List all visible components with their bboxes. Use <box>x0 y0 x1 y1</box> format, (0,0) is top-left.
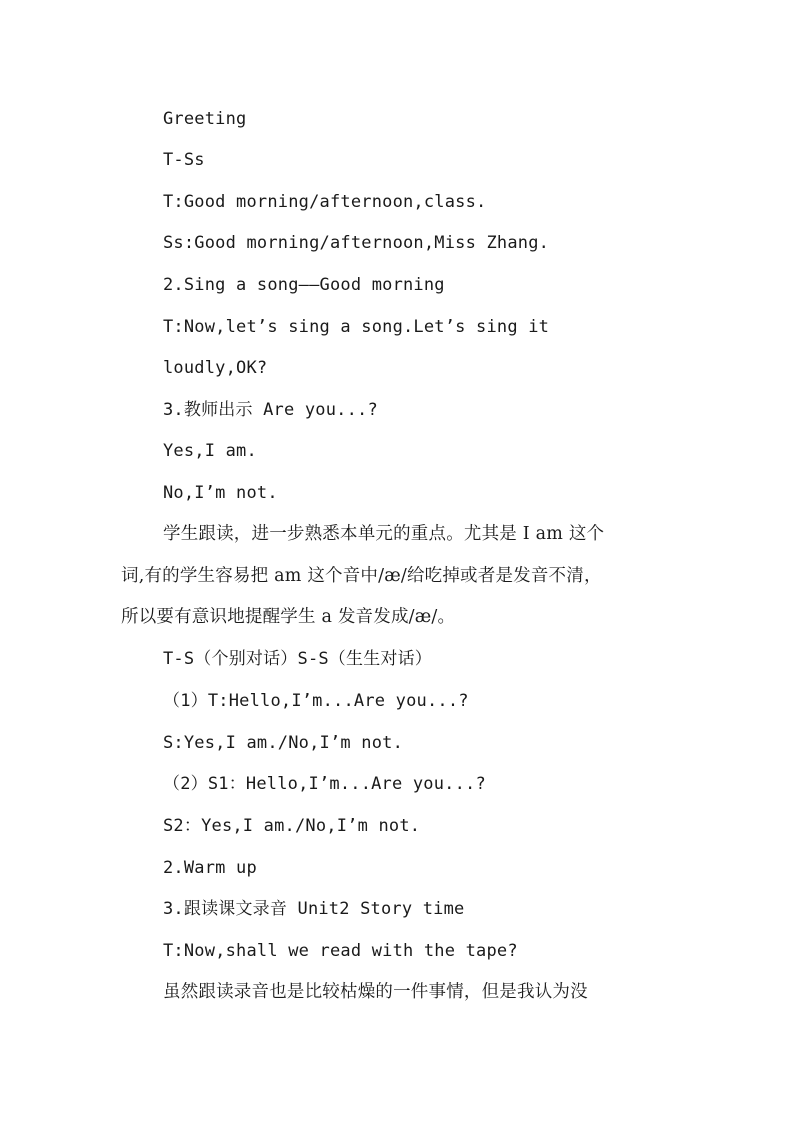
text-line-students-greeting: Ss:Good morning/afternoon,Miss Zhang. <box>163 233 550 253</box>
text-line-story-time: 3.跟读课文录音 Unit2 Story time <box>163 899 465 919</box>
paragraph-line-4: 虽然跟读录音也是比较枯燥的一件事情，但是我认为没 <box>163 982 588 1002</box>
paragraph-line-3: 所以要有意识地提醒学生 a 发音发成/æ/。 <box>121 607 456 627</box>
text-line-read-tape: T:Now,shall we read with the tape? <box>163 941 518 961</box>
text-line-are-you: 3.教师出示 Are you...? <box>163 400 378 420</box>
text-line-loudly: loudly,OK? <box>163 358 268 378</box>
text-line-dialog-1: （1）T:Hello,I’m...Are you...? <box>163 691 469 711</box>
text-line-yes-i-am: Yes,I am. <box>163 441 257 461</box>
paragraph-line-2: 词,有的学生容易把 am 这个音中/æ/给吃掉或者是发音不清， <box>121 566 602 586</box>
text-line-sing-song: 2.Sing a song——Good morning <box>163 275 445 295</box>
paragraph-line-1: 学生跟读，进一步熟悉本单元的重点。尤其是 I am 这个 <box>163 524 605 544</box>
text-line-dialog-types: T-S（个别对话）S-S（生生对话） <box>163 649 433 669</box>
text-line-dialog-2-reply: S2：Yes,I am./No,I’m not. <box>163 816 421 836</box>
text-line-dialog-1-reply: S:Yes,I am./No,I’m not. <box>163 733 404 753</box>
text-line-teacher-greeting: T:Good morning/afternoon,class. <box>163 192 487 212</box>
text-line-no-im-not: No,I’m not. <box>163 483 278 503</box>
text-line-greeting: Greeting <box>163 109 247 129</box>
text-line-teacher-sing: T:Now,let’s sing a song.Let’s sing it <box>163 317 550 337</box>
text-line-warm-up: 2.Warm up <box>163 858 257 878</box>
text-line-dialog-2: （2）S1：Hello,I’m...Are you...? <box>163 774 486 794</box>
text-line-t-ss: T-Ss <box>163 150 205 170</box>
